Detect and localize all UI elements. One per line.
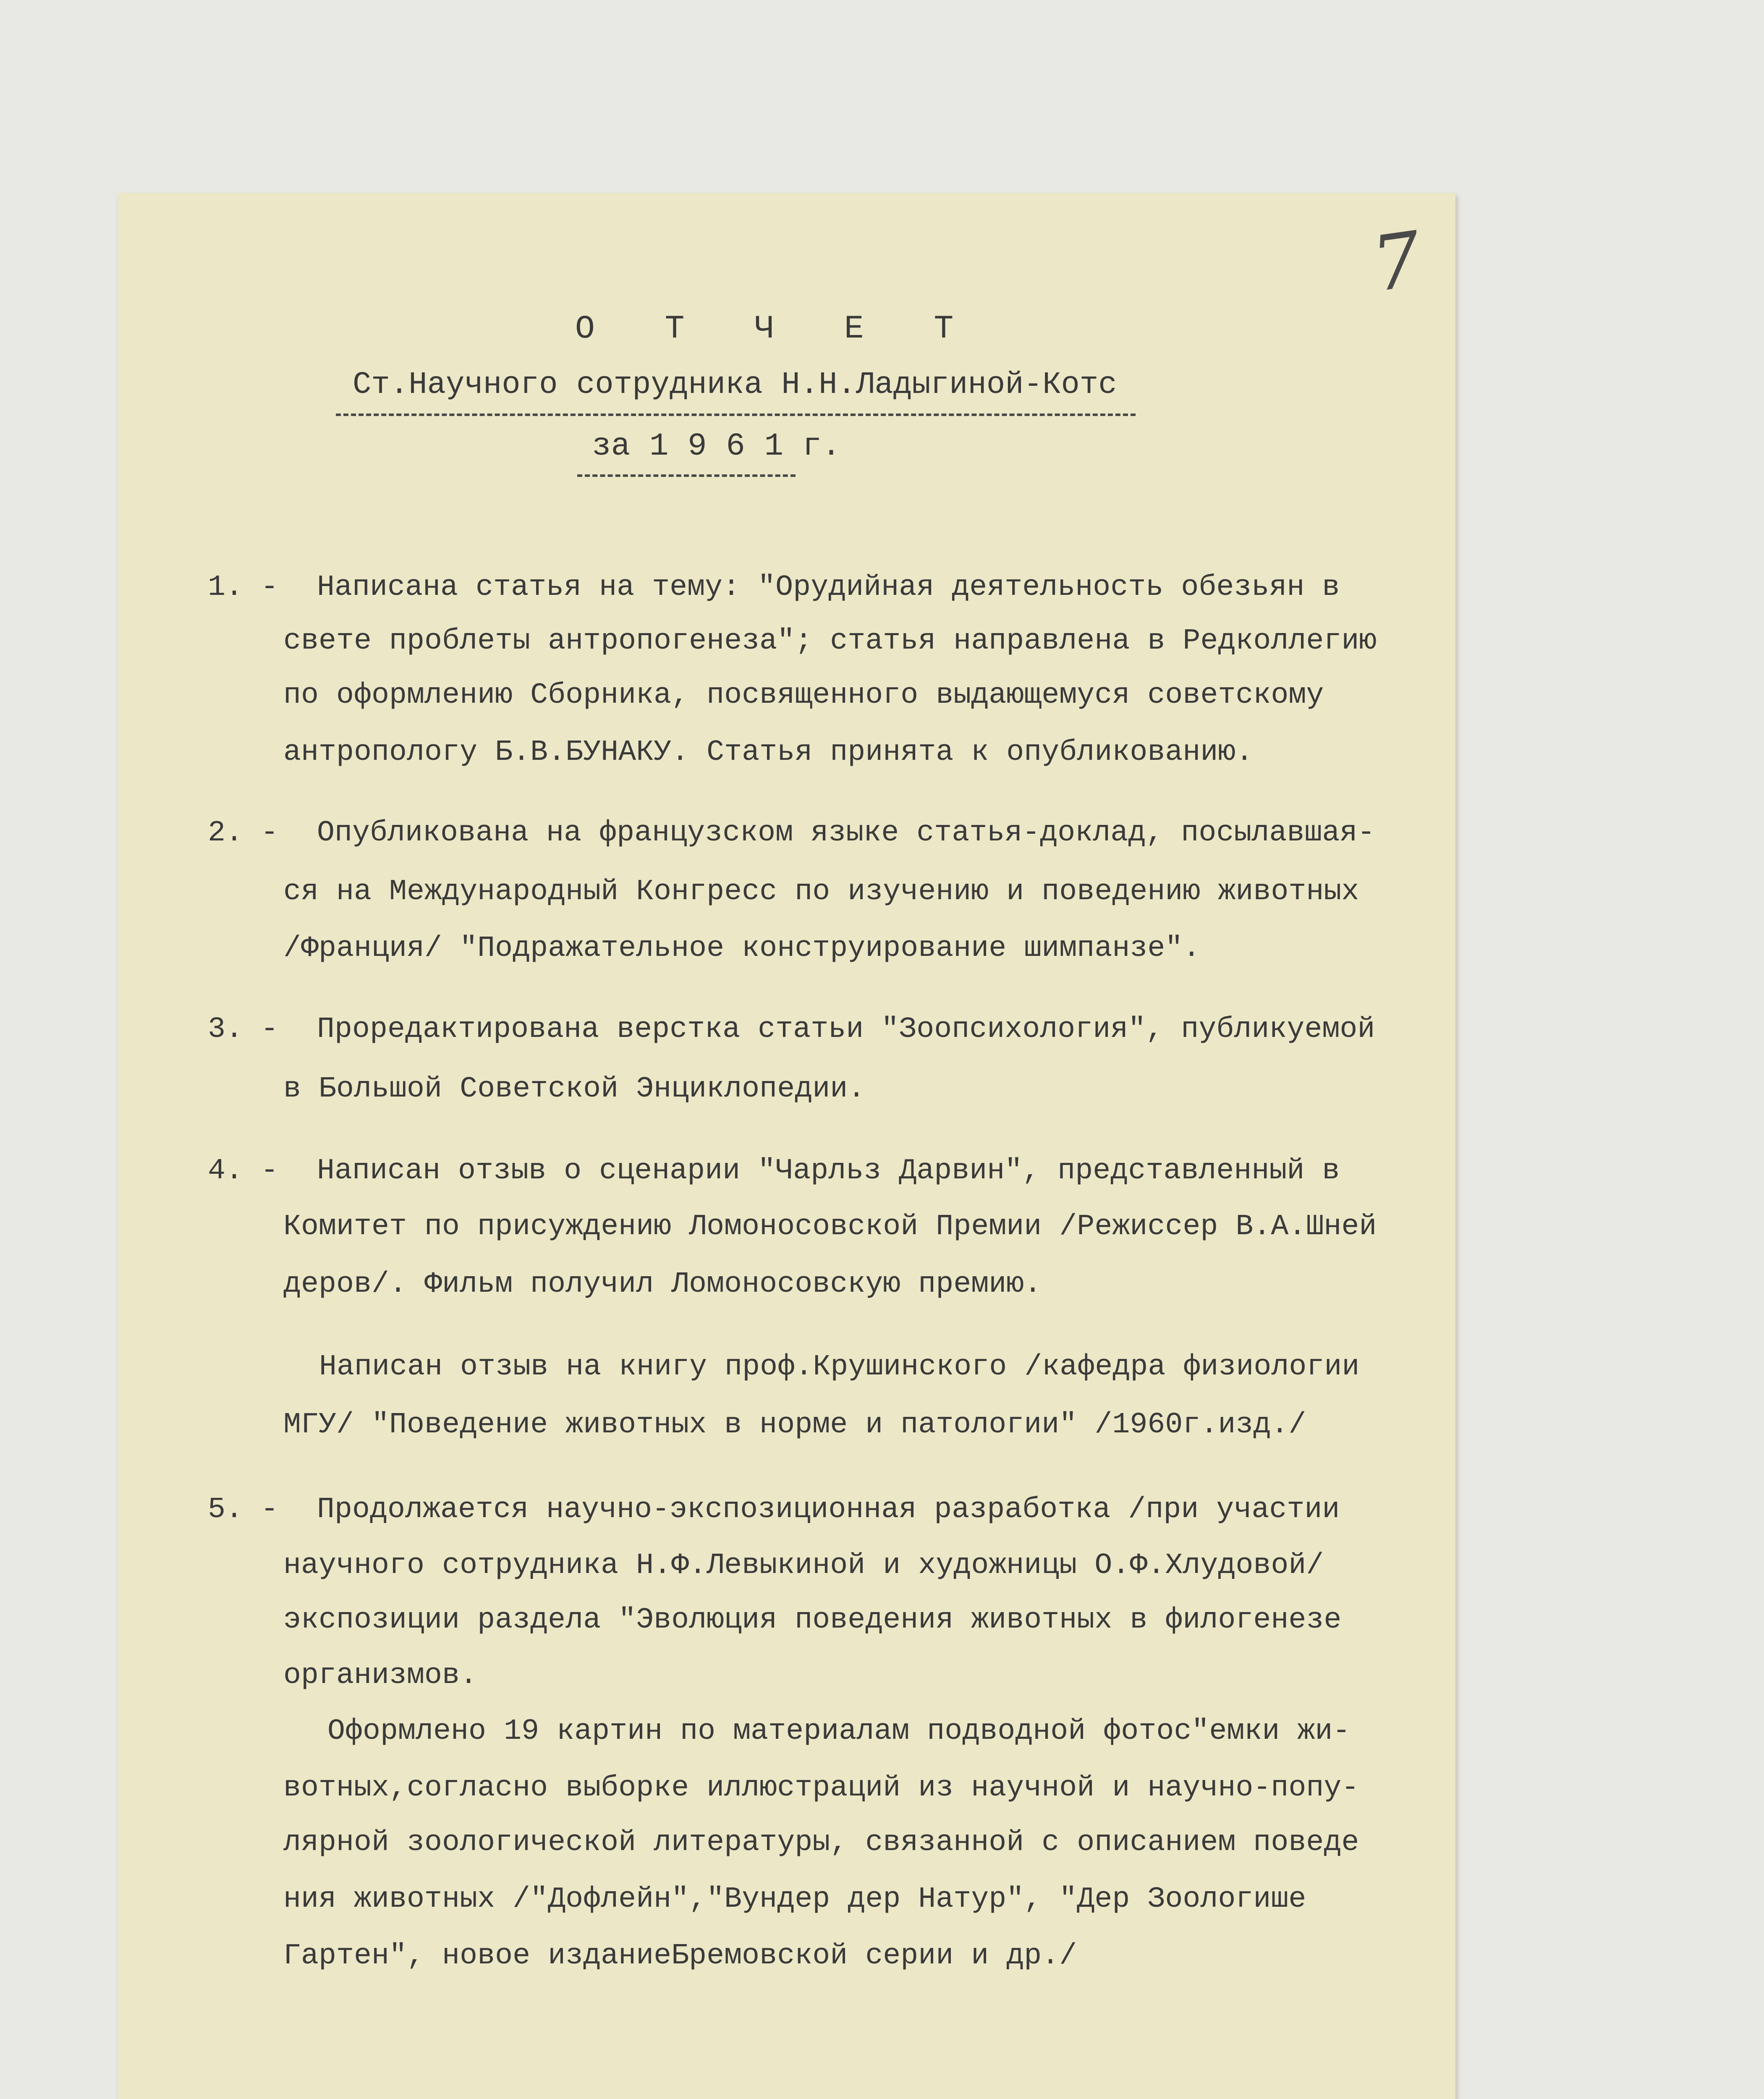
document-title: О Т Ч Е Т <box>575 311 979 348</box>
subtitle-underline <box>336 414 1136 416</box>
page-number: 7 <box>1367 215 1427 309</box>
year-underline <box>577 474 796 477</box>
item-5-extra-line-5: Гартен", новое изданиеБремовской серии и др./ <box>283 1939 1077 1973</box>
item-4-line-1: Написан отзыв о сценарии "Чарльз Дарвин", представленный в <box>317 1154 1340 1188</box>
item-4-extra-line-2: МГУ/ "Поведение животных в норме и патологии" /1960г.изд./ <box>283 1408 1306 1442</box>
item-1-number: 1. - <box>208 571 279 604</box>
item-1-line-4: антропологу Б.В.БУНАКУ. Статья принята к опубликованию. <box>283 736 1254 769</box>
item-5-line-1: Продолжается научно-экспозиционная разработка /при участии <box>317 1493 1340 1526</box>
item-5-line-4: организмов. <box>283 1659 478 1692</box>
item-5-extra-line-2: вотных,согласно выборке иллюстраций из научной и научно-попу- <box>283 1772 1359 1805</box>
item-5-number: 5. - <box>208 1493 279 1526</box>
item-2-line-3: /Франция/ "Подражательное конструирование шимпанзе". <box>283 932 1201 965</box>
document-sheet <box>118 193 1455 2099</box>
item-5-line-3: экспозиции раздела "Эволюция поведения животных в филогенезе <box>283 1604 1342 1637</box>
item-5-extra-line-4: ния животных /"Дофлейн","Вундер дер Натур", "Дер Зоологише <box>283 1883 1306 1916</box>
item-4-line-3: деров/. Фильм получил Ломоносовскую премию. <box>283 1268 1042 1301</box>
item-4-extra-line-1: Написан отзыв на книгу проф.Крушинского /кафедра физиологии <box>319 1350 1360 1384</box>
item-3-number: 3. - <box>208 1013 279 1046</box>
item-5-line-2: научного сотрудника Н.Ф.Левыкиной и художницы О.Ф.Хлудовой/ <box>283 1549 1324 1582</box>
item-1-line-3: по оформлению Сборника, посвященного выдающемуся советскому <box>283 679 1324 712</box>
document-subtitle: Ст.Научного сотрудника Н.Н.Ладыгиной-Котс <box>353 367 1117 403</box>
item-2-line-1: Опубликована на французском языке статья-доклад, посылавшая- <box>317 817 1375 850</box>
item-1-line-1: Написана статья на тему: "Орудийная деятельность обезьян в <box>317 571 1340 604</box>
item-2-line-2: ся на Международный Конгресс по изучению и поведению животных <box>283 875 1359 908</box>
item-4-line-2: Комитет по присуждению Ломоносовской Премии /Режиссер В.А.Шней <box>283 1210 1377 1243</box>
item-1-line-2: свете проблеты антропогенеза"; статья направлена в Редколлегию <box>283 625 1377 658</box>
item-3-line-2: в Большой Советской Энциклопедии. <box>283 1073 866 1106</box>
item-5-extra-line-1: Оформлено 19 картин по материалам подводной фотос"емки жи- <box>327 1715 1350 1748</box>
document-year: за 1 9 6 1 г. <box>592 428 841 464</box>
item-4-number: 4. - <box>208 1154 279 1188</box>
item-5-extra-line-3: лярной зоологической литературы, связанной с описанием поведе <box>283 1826 1359 1859</box>
item-2-number: 2. - <box>208 817 279 850</box>
item-3-line-1: Проредактирована верстка статьи "Зоопсихология", публикуемой <box>317 1013 1375 1046</box>
